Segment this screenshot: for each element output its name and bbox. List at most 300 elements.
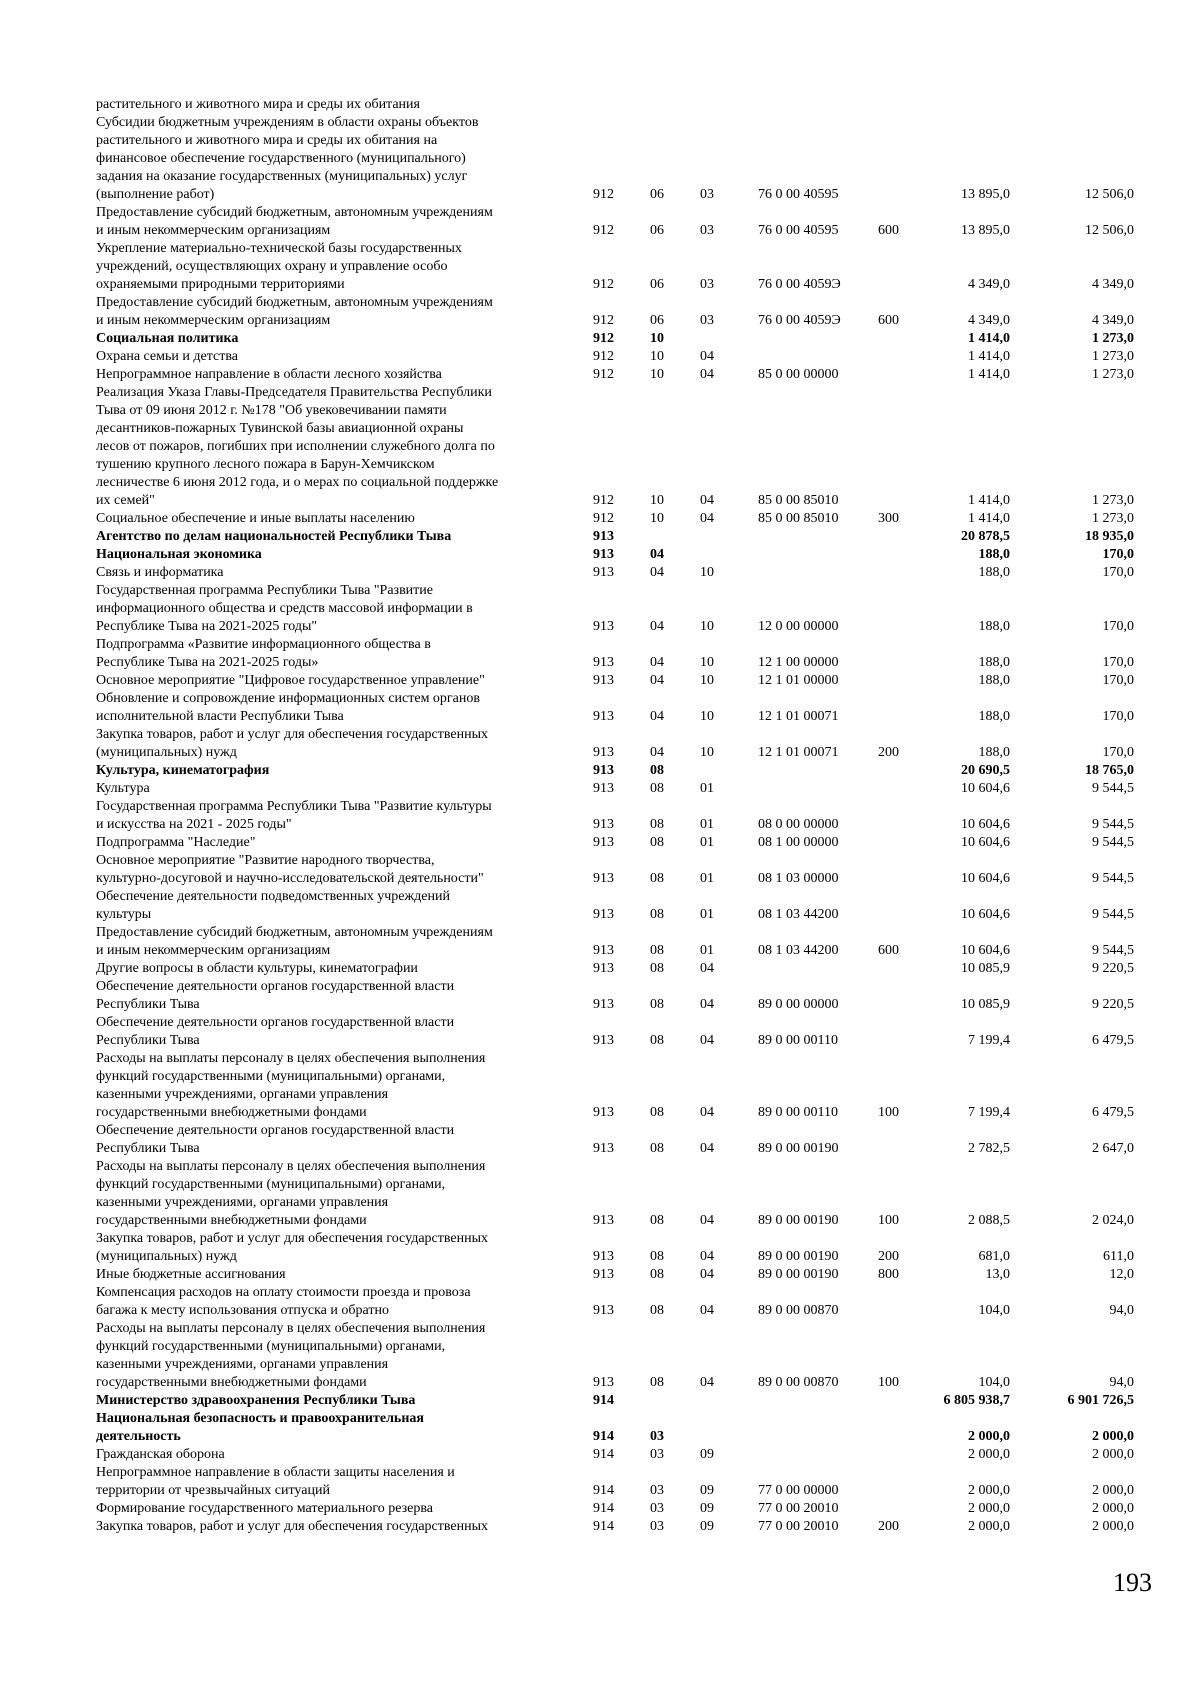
cell-razdel: 03 bbox=[650, 1447, 664, 1462]
page-number: 193 bbox=[1113, 1568, 1152, 1597]
section-heading: деятельность bbox=[96, 1429, 181, 1444]
row-description: Обеспечение деятельности органов государственной власти bbox=[96, 979, 455, 994]
cell-summa-2: 170,0 bbox=[1102, 709, 1134, 724]
cell-celevaya-statya: 12 1 01 00071 bbox=[758, 709, 839, 724]
section-heading: Национальная экономика bbox=[96, 547, 262, 562]
table-row bbox=[0, 312, 1200, 328]
cell-razdel: 03 bbox=[650, 1519, 664, 1534]
cell-celevaya-statya: 76 0 00 40595 bbox=[758, 223, 839, 238]
table-row bbox=[0, 276, 1200, 292]
cell-celevaya-statya: 89 0 00 00190 bbox=[758, 1249, 839, 1264]
cell-vid-rashodov: 600 bbox=[878, 943, 899, 958]
cell-razdel: 06 bbox=[650, 277, 664, 292]
cell-summa-2: 4 349,0 bbox=[1092, 313, 1134, 328]
row-description: функций государственными (муниципальными) органами, bbox=[96, 1069, 446, 1084]
cell-podrazdel: 01 bbox=[700, 817, 714, 832]
cell-celevaya-statya: 85 0 00 85010 bbox=[758, 493, 839, 508]
cell-glava: 912 bbox=[593, 313, 614, 328]
table-row bbox=[0, 1212, 1200, 1228]
table-row bbox=[0, 1014, 1200, 1030]
cell-podrazdel: 09 bbox=[700, 1447, 714, 1462]
cell-glava: 912 bbox=[593, 331, 614, 346]
cell-glava: 913 bbox=[593, 763, 614, 778]
cell-podrazdel: 04 bbox=[700, 1375, 714, 1390]
section-heading: Социальная политика bbox=[96, 331, 239, 346]
table-row bbox=[0, 1122, 1200, 1138]
cell-podrazdel: 03 bbox=[700, 277, 714, 292]
cell-glava: 912 bbox=[593, 349, 614, 364]
cell-summa-1: 104,0 bbox=[978, 1375, 1010, 1390]
table-row bbox=[0, 1320, 1200, 1336]
table-row bbox=[0, 1428, 1200, 1444]
cell-celevaya-statya: 08 0 00 00000 bbox=[758, 817, 839, 832]
cell-podrazdel: 04 bbox=[700, 961, 714, 976]
row-description: Расходы на выплаты персоналу в целях обеспечения выполнения bbox=[96, 1159, 486, 1174]
table-row bbox=[0, 600, 1200, 616]
cell-razdel: 08 bbox=[650, 1141, 664, 1156]
cell-podrazdel: 03 bbox=[700, 313, 714, 328]
cell-summa-2: 170,0 bbox=[1102, 565, 1134, 580]
cell-glava: 913 bbox=[593, 1303, 614, 1318]
row-description: охраняемыми природными территориями bbox=[96, 277, 345, 292]
row-description: функций государственными (муниципальными) органами, bbox=[96, 1177, 446, 1192]
row-description: багажа к месту использования отпуска и обратно bbox=[96, 1303, 389, 1318]
row-description: Республики Тыва bbox=[96, 1033, 200, 1048]
cell-summa-1: 13 895,0 bbox=[961, 187, 1010, 202]
row-description: Гражданская оборона bbox=[96, 1447, 225, 1462]
cell-podrazdel: 10 bbox=[700, 655, 714, 670]
cell-razdel: 06 bbox=[650, 187, 664, 202]
cell-podrazdel: 09 bbox=[700, 1501, 714, 1516]
cell-podrazdel: 04 bbox=[700, 1105, 714, 1120]
row-description: Иные бюджетные ассигнования bbox=[96, 1267, 286, 1282]
cell-summa-2: 18 935,0 bbox=[1085, 529, 1134, 544]
table-row bbox=[0, 690, 1200, 706]
cell-summa-2: 94,0 bbox=[1109, 1375, 1134, 1390]
cell-razdel: 06 bbox=[650, 313, 664, 328]
cell-summa-2: 6 901 726,5 bbox=[1067, 1393, 1134, 1408]
cell-razdel: 08 bbox=[650, 1033, 664, 1048]
row-description: функций государственными (муниципальными) органами, bbox=[96, 1339, 446, 1354]
row-description: Расходы на выплаты персоналу в целях обеспечения выполнения bbox=[96, 1051, 486, 1066]
cell-razdel: 08 bbox=[650, 997, 664, 1012]
cell-podrazdel: 04 bbox=[700, 493, 714, 508]
cell-glava: 913 bbox=[593, 1375, 614, 1390]
cell-podrazdel: 04 bbox=[700, 1213, 714, 1228]
cell-summa-1: 10 604,6 bbox=[961, 871, 1010, 886]
cell-glava: 912 bbox=[593, 367, 614, 382]
cell-podrazdel: 09 bbox=[700, 1483, 714, 1498]
cell-summa-1: 1 414,0 bbox=[968, 349, 1010, 364]
row-description: Республики Тыва bbox=[96, 997, 200, 1012]
cell-summa-1: 2 000,0 bbox=[968, 1483, 1010, 1498]
cell-summa-1: 4 349,0 bbox=[968, 313, 1010, 328]
table-row bbox=[0, 654, 1200, 670]
row-description: и искусства на 2021 - 2025 годы" bbox=[96, 817, 292, 832]
cell-glava: 913 bbox=[593, 871, 614, 886]
table-row bbox=[0, 510, 1200, 526]
table-row bbox=[0, 294, 1200, 310]
row-description: исполнительной власти Республики Тыва bbox=[96, 709, 344, 724]
cell-razdel: 08 bbox=[650, 907, 664, 922]
table-row bbox=[0, 474, 1200, 490]
cell-glava: 912 bbox=[593, 511, 614, 526]
row-description: и иным некоммерческим организациям bbox=[96, 943, 331, 958]
cell-vid-rashodov: 200 bbox=[878, 745, 899, 760]
table-row bbox=[0, 204, 1200, 220]
cell-summa-1: 188,0 bbox=[978, 745, 1010, 760]
cell-razdel: 08 bbox=[650, 961, 664, 976]
cell-podrazdel: 04 bbox=[700, 1267, 714, 1282]
row-description: Расходы на выплаты персоналу в целях обеспечения выполнения bbox=[96, 1321, 486, 1336]
cell-summa-2: 611,0 bbox=[1103, 1249, 1134, 1264]
row-description: Закупка товаров, работ и услуг для обеспечения государственных bbox=[96, 1231, 489, 1246]
cell-celevaya-statya: 76 0 00 4059Э bbox=[758, 313, 841, 328]
cell-razdel: 10 bbox=[650, 331, 664, 346]
cell-razdel: 08 bbox=[650, 1213, 664, 1228]
cell-razdel: 04 bbox=[650, 565, 664, 580]
cell-summa-1: 2 000,0 bbox=[968, 1429, 1010, 1444]
cell-vid-rashodov: 600 bbox=[878, 313, 899, 328]
cell-podrazdel: 01 bbox=[700, 835, 714, 850]
table-row bbox=[0, 960, 1200, 976]
cell-summa-1: 188,0 bbox=[978, 673, 1010, 688]
row-description: и иным некоммерческим организациям bbox=[96, 313, 331, 328]
row-description: государственными внебюджетными фондами bbox=[96, 1105, 367, 1120]
cell-podrazdel: 04 bbox=[700, 367, 714, 382]
cell-podrazdel: 04 bbox=[700, 1141, 714, 1156]
section-heading: Национальная безопасность и правоохранительная bbox=[96, 1411, 424, 1426]
cell-podrazdel: 03 bbox=[700, 223, 714, 238]
cell-glava: 913 bbox=[593, 547, 614, 562]
cell-celevaya-statya: 89 0 00 00870 bbox=[758, 1303, 839, 1318]
cell-podrazdel: 10 bbox=[700, 565, 714, 580]
table-row bbox=[0, 924, 1200, 940]
row-description: (муниципальных) нужд bbox=[96, 745, 237, 760]
table-row bbox=[0, 1104, 1200, 1120]
cell-summa-2: 2 024,0 bbox=[1092, 1213, 1134, 1228]
table-row bbox=[0, 456, 1200, 472]
cell-celevaya-statya: 08 1 03 44200 bbox=[758, 943, 839, 958]
cell-celevaya-statya: 89 0 00 00110 bbox=[758, 1105, 838, 1120]
cell-summa-1: 2 000,0 bbox=[968, 1501, 1010, 1516]
cell-glava: 914 bbox=[593, 1501, 614, 1516]
cell-celevaya-statya: 89 0 00 00110 bbox=[758, 1033, 838, 1048]
cell-vid-rashodov: 200 bbox=[878, 1519, 899, 1534]
section-heading: Министерство здравоохранения Республики Тыва bbox=[96, 1393, 416, 1408]
cell-summa-2: 9 544,5 bbox=[1092, 817, 1134, 832]
cell-summa-2: 2 000,0 bbox=[1092, 1519, 1134, 1534]
row-description: Основное мероприятие "Развитие народного творчества, bbox=[96, 853, 435, 868]
cell-summa-2: 1 273,0 bbox=[1092, 349, 1134, 364]
row-description: (выполнение работ) bbox=[96, 187, 215, 202]
row-description: Субсидии бюджетным учреждениям в области охраны объектов bbox=[96, 115, 479, 130]
table-row bbox=[0, 132, 1200, 148]
cell-summa-1: 4 349,0 bbox=[968, 277, 1010, 292]
cell-summa-1: 10 604,6 bbox=[961, 943, 1010, 958]
cell-glava: 913 bbox=[593, 655, 614, 670]
cell-summa-1: 10 604,6 bbox=[961, 907, 1010, 922]
cell-podrazdel: 04 bbox=[700, 1033, 714, 1048]
cell-summa-2: 6 479,5 bbox=[1092, 1105, 1134, 1120]
row-description: государственными внебюджетными фондами bbox=[96, 1213, 367, 1228]
section-heading: Агентство по делам национальностей Республики Тыва bbox=[96, 529, 452, 544]
cell-celevaya-statya: 12 1 01 00000 bbox=[758, 673, 839, 688]
cell-podrazdel: 04 bbox=[700, 349, 714, 364]
row-description: казенными учреждениями, органами управления bbox=[96, 1357, 389, 1372]
cell-glava: 913 bbox=[593, 907, 614, 922]
table-row bbox=[0, 366, 1200, 382]
table-row bbox=[0, 1338, 1200, 1354]
cell-celevaya-statya: 08 1 03 00000 bbox=[758, 871, 839, 886]
cell-glava: 913 bbox=[593, 1033, 614, 1048]
cell-summa-1: 13 895,0 bbox=[961, 223, 1010, 238]
cell-summa-1: 188,0 bbox=[978, 565, 1010, 580]
row-description: Закупка товаров, работ и услуг для обеспечения государственных bbox=[96, 727, 489, 742]
cell-glava: 914 bbox=[593, 1429, 614, 1444]
row-description: Обеспечение деятельности подведомственных учреждений bbox=[96, 889, 450, 904]
cell-summa-1: 681,0 bbox=[978, 1249, 1010, 1264]
cell-celevaya-statya: 12 0 00 00000 bbox=[758, 619, 839, 634]
cell-celevaya-statya: 77 0 00 20010 bbox=[758, 1519, 839, 1534]
cell-summa-2: 12,0 bbox=[1109, 1267, 1134, 1282]
cell-summa-1: 1 414,0 bbox=[968, 493, 1010, 508]
table-row bbox=[0, 1032, 1200, 1048]
cell-summa-2: 2 647,0 bbox=[1092, 1141, 1134, 1156]
cell-podrazdel: 01 bbox=[700, 871, 714, 886]
table-row bbox=[0, 402, 1200, 418]
cell-summa-1: 10 604,6 bbox=[961, 781, 1010, 796]
cell-summa-1: 188,0 bbox=[978, 709, 1010, 724]
table-row bbox=[0, 708, 1200, 724]
table-row bbox=[0, 330, 1200, 346]
table-row bbox=[0, 546, 1200, 562]
cell-razdel: 08 bbox=[650, 943, 664, 958]
cell-summa-2: 2 000,0 bbox=[1092, 1483, 1134, 1498]
cell-vid-rashodov: 100 bbox=[878, 1105, 899, 1120]
cell-glava: 914 bbox=[593, 1519, 614, 1534]
cell-summa-2: 12 506,0 bbox=[1085, 187, 1134, 202]
cell-summa-2: 2 000,0 bbox=[1092, 1447, 1134, 1462]
cell-celevaya-statya: 08 1 00 00000 bbox=[758, 835, 839, 850]
row-description: учреждений, осуществляющих охрану и управление особо bbox=[96, 259, 448, 274]
row-description: Компенсация расходов на оплату стоимости проезда и провоза bbox=[96, 1285, 471, 1300]
table-row bbox=[0, 348, 1200, 364]
table-row bbox=[0, 798, 1200, 814]
cell-summa-1: 2 782,5 bbox=[968, 1141, 1010, 1156]
cell-summa-2: 9 220,5 bbox=[1092, 997, 1134, 1012]
row-description: казенными учреждениями, органами управления bbox=[96, 1087, 389, 1102]
cell-glava: 912 bbox=[593, 277, 614, 292]
cell-glava: 913 bbox=[593, 835, 614, 850]
row-description: Реализация Указа Главы-Председателя Правительства Республики bbox=[96, 385, 492, 400]
cell-summa-2: 1 273,0 bbox=[1092, 331, 1134, 346]
cell-summa-2: 6 479,5 bbox=[1092, 1033, 1134, 1048]
cell-summa-1: 2 000,0 bbox=[968, 1447, 1010, 1462]
table-row bbox=[0, 1194, 1200, 1210]
row-description: Предоставление субсидий бюджетным, автономным учреждениям bbox=[96, 205, 493, 220]
cell-razdel: 08 bbox=[650, 763, 664, 778]
cell-summa-2: 2 000,0 bbox=[1092, 1501, 1134, 1516]
cell-glava: 913 bbox=[593, 1105, 614, 1120]
cell-summa-1: 104,0 bbox=[978, 1303, 1010, 1318]
cell-summa-1: 7 199,4 bbox=[968, 1033, 1010, 1048]
cell-razdel: 06 bbox=[650, 223, 664, 238]
cell-summa-1: 1 414,0 bbox=[968, 367, 1010, 382]
table-row bbox=[0, 1158, 1200, 1174]
table-row bbox=[0, 888, 1200, 904]
cell-podrazdel: 01 bbox=[700, 781, 714, 796]
row-description: Основное мероприятие "Цифровое государственное управление" bbox=[96, 673, 485, 688]
row-description: Обеспечение деятельности органов государственной власти bbox=[96, 1123, 455, 1138]
row-description: Республике Тыва на 2021-2025 годы» bbox=[96, 655, 319, 670]
table-row bbox=[0, 1068, 1200, 1084]
cell-summa-2: 1 273,0 bbox=[1092, 493, 1134, 508]
cell-celevaya-statya: 89 0 00 00190 bbox=[758, 1267, 839, 1282]
row-description: Укрепление материально-технической базы государственных bbox=[96, 241, 462, 256]
row-description: Предоставление субсидий бюджетным, автономным учреждениям bbox=[96, 295, 493, 310]
table-row bbox=[0, 780, 1200, 796]
cell-glava: 913 bbox=[593, 709, 614, 724]
cell-podrazdel: 04 bbox=[700, 511, 714, 526]
cell-summa-2: 18 765,0 bbox=[1085, 763, 1134, 778]
cell-summa-1: 188,0 bbox=[978, 655, 1010, 670]
cell-summa-2: 9 544,5 bbox=[1092, 781, 1134, 796]
cell-summa-2: 9 220,5 bbox=[1092, 961, 1134, 976]
row-description: Предоставление субсидий бюджетным, автономным учреждениям bbox=[96, 925, 493, 940]
table-row bbox=[0, 1410, 1200, 1426]
cell-celevaya-statya: 89 0 00 00190 bbox=[758, 1141, 839, 1156]
table-row bbox=[0, 420, 1200, 436]
cell-summa-2: 170,0 bbox=[1102, 673, 1134, 688]
cell-celevaya-statya: 85 0 00 00000 bbox=[758, 367, 839, 382]
cell-podrazdel: 10 bbox=[700, 745, 714, 760]
cell-summa-1: 1 414,0 bbox=[968, 331, 1010, 346]
table-row bbox=[0, 1230, 1200, 1246]
row-description: Государственная программа Республики Тыва "Развитие культуры bbox=[96, 799, 492, 814]
cell-summa-2: 12 506,0 bbox=[1085, 223, 1134, 238]
cell-vid-rashodov: 300 bbox=[878, 511, 899, 526]
table-row bbox=[0, 1500, 1200, 1516]
cell-summa-2: 9 544,5 bbox=[1092, 835, 1134, 850]
cell-summa-1: 13,0 bbox=[985, 1267, 1010, 1282]
table-row bbox=[0, 1446, 1200, 1462]
cell-summa-2: 9 544,5 bbox=[1092, 943, 1134, 958]
table-row bbox=[0, 870, 1200, 886]
cell-razdel: 10 bbox=[650, 367, 664, 382]
cell-podrazdel: 03 bbox=[700, 187, 714, 202]
row-description: Республики Тыва bbox=[96, 1141, 200, 1156]
cell-glava: 913 bbox=[593, 943, 614, 958]
row-description: Социальное обеспечение и иные выплаты населению bbox=[96, 511, 415, 526]
cell-glava: 913 bbox=[593, 817, 614, 832]
row-description: государственными внебюджетными фондами bbox=[96, 1375, 367, 1390]
table-row bbox=[0, 1356, 1200, 1372]
cell-celevaya-statya: 12 1 01 00071 bbox=[758, 745, 839, 760]
table-row bbox=[0, 744, 1200, 760]
row-description: Другие вопросы в области культуры, кинематографии bbox=[96, 961, 418, 976]
cell-summa-1: 2 000,0 bbox=[968, 1519, 1010, 1534]
table-row bbox=[0, 852, 1200, 868]
cell-summa-1: 2 088,5 bbox=[968, 1213, 1010, 1228]
cell-summa-2: 4 349,0 bbox=[1092, 277, 1134, 292]
cell-razdel: 10 bbox=[650, 511, 664, 526]
cell-glava: 912 bbox=[593, 187, 614, 202]
cell-podrazdel: 09 bbox=[700, 1519, 714, 1534]
cell-glava: 913 bbox=[593, 781, 614, 796]
cell-podrazdel: 10 bbox=[700, 673, 714, 688]
cell-summa-1: 10 604,6 bbox=[961, 817, 1010, 832]
row-description: (муниципальных) нужд bbox=[96, 1249, 237, 1264]
cell-glava: 913 bbox=[593, 619, 614, 634]
cell-celevaya-statya: 85 0 00 85010 bbox=[758, 511, 839, 526]
row-description: Обновление и сопровождение информационных систем органов bbox=[96, 691, 480, 706]
table-row bbox=[0, 1140, 1200, 1156]
cell-razdel: 03 bbox=[650, 1501, 664, 1516]
cell-razdel: 08 bbox=[650, 1303, 664, 1318]
table-row bbox=[0, 150, 1200, 166]
cell-glava: 913 bbox=[593, 1141, 614, 1156]
cell-glava: 913 bbox=[593, 1249, 614, 1264]
cell-glava: 914 bbox=[593, 1447, 614, 1462]
cell-razdel: 08 bbox=[650, 835, 664, 850]
cell-summa-1: 7 199,4 bbox=[968, 1105, 1010, 1120]
cell-glava: 912 bbox=[593, 493, 614, 508]
cell-summa-1: 10 604,6 bbox=[961, 835, 1010, 850]
cell-summa-2: 1 273,0 bbox=[1092, 367, 1134, 382]
cell-razdel: 08 bbox=[650, 1105, 664, 1120]
cell-summa-2: 1 273,0 bbox=[1092, 511, 1134, 526]
cell-razdel: 03 bbox=[650, 1483, 664, 1498]
row-description: растительного и животного мира и среды их обитания на bbox=[96, 133, 438, 148]
row-description: Подпрограмма "Наследие" bbox=[96, 835, 256, 850]
cell-podrazdel: 10 bbox=[700, 709, 714, 724]
cell-razdel: 08 bbox=[650, 1249, 664, 1264]
cell-summa-2: 170,0 bbox=[1102, 547, 1134, 562]
row-description: десантников-пожарных Тувинской базы авиационной охраны bbox=[96, 421, 464, 436]
cell-razdel: 10 bbox=[650, 493, 664, 508]
cell-razdel: 08 bbox=[650, 781, 664, 796]
cell-glava: 913 bbox=[593, 1267, 614, 1282]
table-row bbox=[0, 114, 1200, 130]
cell-podrazdel: 04 bbox=[700, 1303, 714, 1318]
cell-razdel: 08 bbox=[650, 1267, 664, 1282]
row-description: Культура bbox=[96, 781, 150, 796]
table-row bbox=[0, 1302, 1200, 1318]
cell-vid-rashodov: 800 bbox=[878, 1267, 899, 1282]
row-description: финансовое обеспечение государственного (муниципального) bbox=[96, 151, 466, 166]
row-description: Закупка товаров, работ и услуг для обеспечения государственных bbox=[96, 1519, 489, 1534]
table-row bbox=[0, 1518, 1200, 1534]
cell-celevaya-statya: 77 0 00 20010 bbox=[758, 1501, 839, 1516]
cell-podrazdel: 01 bbox=[700, 907, 714, 922]
cell-glava: 914 bbox=[593, 1483, 614, 1498]
cell-summa-1: 20 878,5 bbox=[961, 529, 1010, 544]
table-row bbox=[0, 492, 1200, 508]
table-row bbox=[0, 978, 1200, 994]
row-description: информационного общества и средств массовой информации в bbox=[96, 601, 473, 616]
table-row bbox=[0, 672, 1200, 688]
cell-glava: 913 bbox=[593, 673, 614, 688]
table-row bbox=[0, 564, 1200, 580]
cell-summa-2: 170,0 bbox=[1102, 745, 1134, 760]
row-description: лесничестве 6 июня 2012 года, и о мерах по социальной поддержке bbox=[96, 475, 499, 490]
table-row bbox=[0, 1176, 1200, 1192]
cell-celevaya-statya: 76 0 00 4059Э bbox=[758, 277, 841, 292]
table-row bbox=[0, 618, 1200, 634]
cell-glava: 913 bbox=[593, 745, 614, 760]
cell-podrazdel: 01 bbox=[700, 943, 714, 958]
